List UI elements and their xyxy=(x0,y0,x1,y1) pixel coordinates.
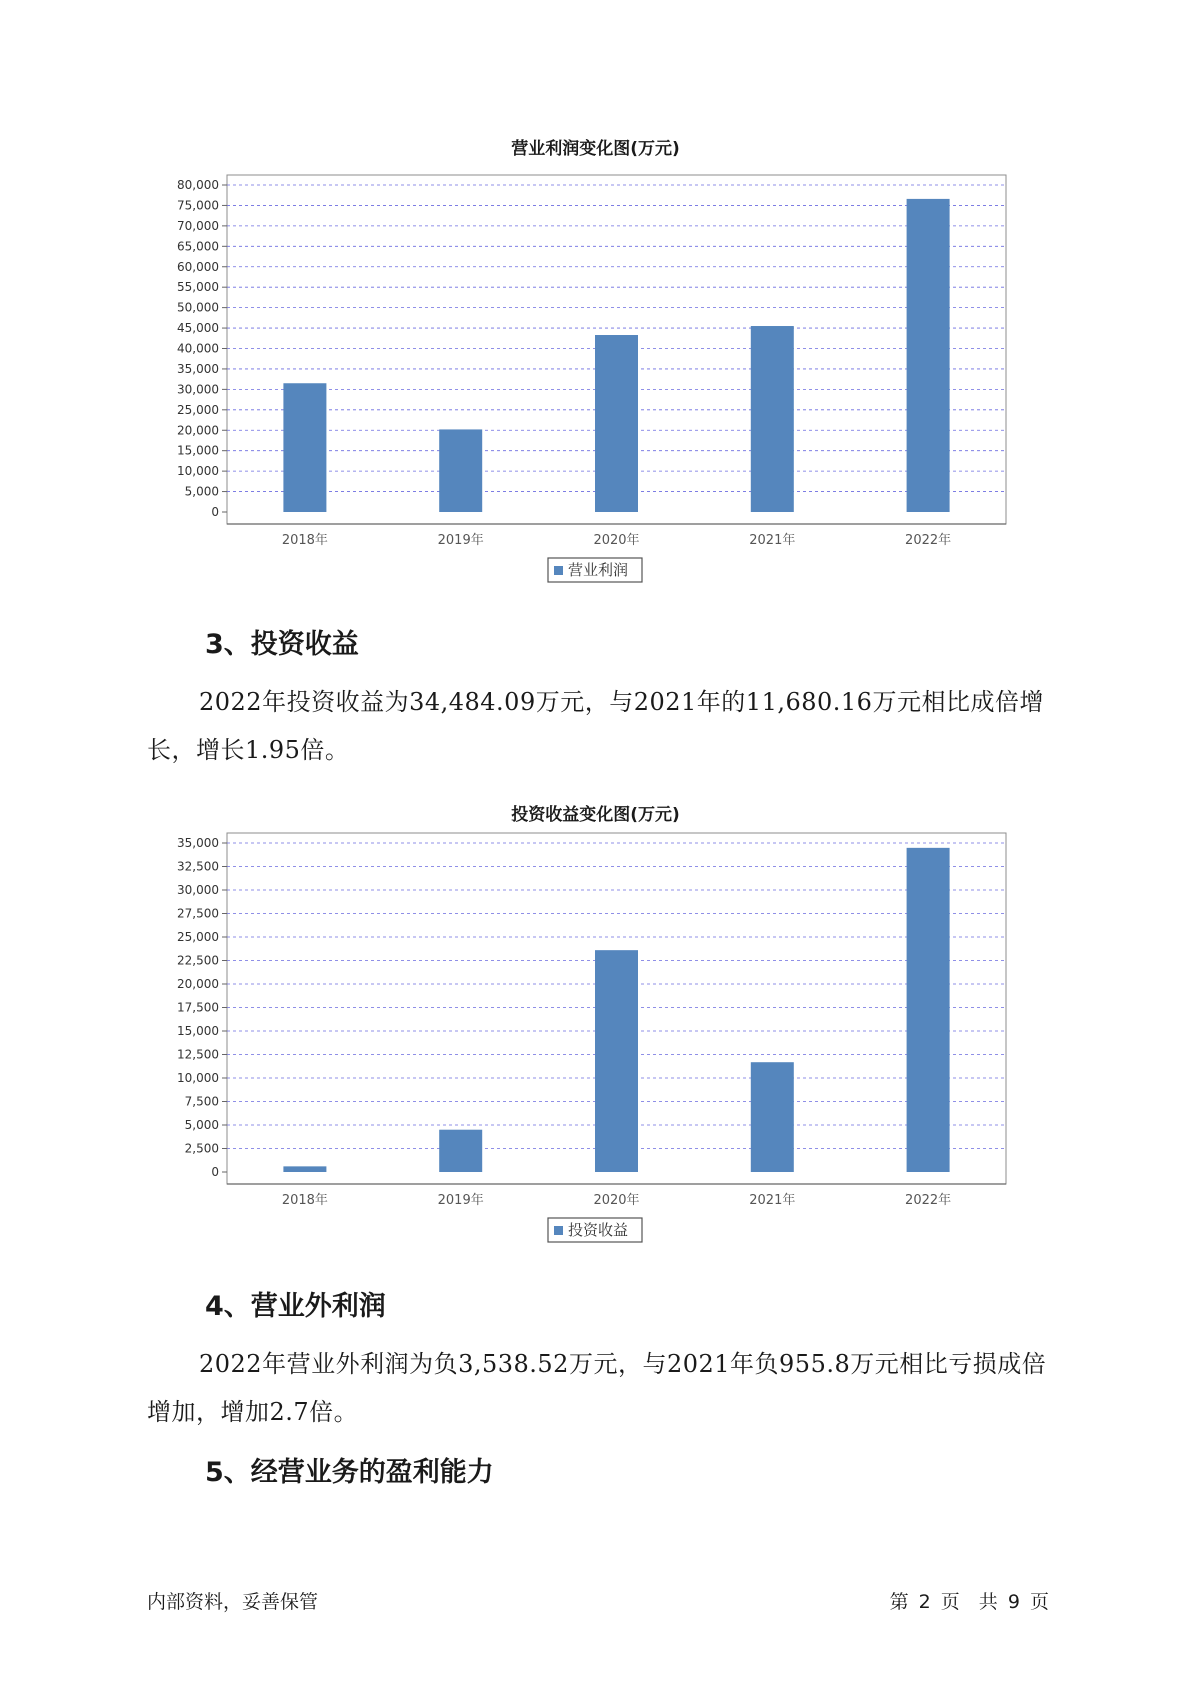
footer-page-number xyxy=(888,1587,1051,1614)
y-tick-label: 55,000 xyxy=(177,280,219,295)
x-tick-label: 2020年 xyxy=(593,1193,640,1208)
bar-2019年 xyxy=(439,1130,482,1172)
x-tick-label: 2019年 xyxy=(437,1193,484,1208)
bar-2018年 xyxy=(283,1166,326,1172)
x-tick-label: 2018年 xyxy=(281,1193,328,1208)
chart-legend xyxy=(548,1218,642,1242)
x-tick-label: 2020年 xyxy=(593,533,640,548)
y-tick-label: 40,000 xyxy=(177,341,219,356)
y-tick-label: 10,000 xyxy=(177,464,219,479)
y-tick-label: 20,000 xyxy=(177,423,219,438)
y-tick-label: 5,000 xyxy=(184,1118,219,1132)
y-tick-label: 10,000 xyxy=(177,1071,219,1085)
y-tick-label: 75,000 xyxy=(177,198,219,213)
x-tick-label: 2022年 xyxy=(905,1193,952,1208)
y-tick-label: 35,000 xyxy=(177,361,219,376)
non-operating-profit-paragraph: 2022年营业外利润为负3,538.52万元，与2021年负955.8万元相比亏损成倍增加，增加2.7倍。 xyxy=(147,1350,1047,1426)
y-tick-label: 17,500 xyxy=(177,1000,219,1015)
x-tick-label: 2021年 xyxy=(749,533,796,548)
page-total: 9 xyxy=(1007,1591,1020,1613)
y-tick-label: 60,000 xyxy=(177,259,219,274)
page-prefix: 第 xyxy=(889,1591,909,1613)
x-tick-label: 2022年 xyxy=(905,533,952,548)
y-tick-label: 25,000 xyxy=(177,930,219,944)
y-tick-label: 12,500 xyxy=(177,1047,219,1062)
bar-2021年 xyxy=(751,1062,794,1172)
legend-label: 营业利润 xyxy=(568,561,629,579)
y-tick-label: 30,000 xyxy=(177,883,219,897)
y-tick-label: 7,500 xyxy=(184,1094,219,1109)
page-current: 2 xyxy=(918,1591,931,1613)
footer-confidential-note: 内部资料，妥善保管 xyxy=(147,1591,319,1613)
chart-1-title: 营业利润变化图(万元) xyxy=(511,139,680,159)
y-tick-label: 2,500 xyxy=(184,1141,219,1156)
legend-label: 投资收益 xyxy=(568,1221,629,1239)
x-tick-label: 2021年 xyxy=(749,1193,796,1208)
y-tick-label: 27,500 xyxy=(177,906,219,921)
page-suffix: 页 xyxy=(1029,1591,1049,1613)
y-tick-label: 32,500 xyxy=(177,859,219,874)
chart-2-title: 投资收益变化图(万元) xyxy=(511,805,680,825)
y-tick-label: 70,000 xyxy=(177,218,219,233)
y-tick-label: 20,000 xyxy=(177,977,219,991)
y-tick-label: 30,000 xyxy=(177,382,219,397)
y-tick-label: 22,500 xyxy=(177,953,219,968)
y-tick-label: 45,000 xyxy=(177,321,219,336)
bar-2020年 xyxy=(595,950,638,1172)
y-tick-label: 15,000 xyxy=(177,1024,219,1038)
x-tick-label: 2019年 xyxy=(437,533,484,548)
y-tick-label: 0 xyxy=(211,505,219,519)
section-heading-non-operating-profit: 4、营业外利润 xyxy=(205,1291,386,1322)
y-tick-label: 35,000 xyxy=(177,836,219,850)
y-tick-label: 25,000 xyxy=(177,402,219,417)
y-tick-label: 50,000 xyxy=(177,300,219,315)
y-tick-label: 80,000 xyxy=(177,178,219,192)
y-tick-label: 15,000 xyxy=(177,443,219,458)
section-heading-investment-income: 3、投资收益 xyxy=(205,629,359,660)
bar-2022年 xyxy=(907,848,950,1172)
x-tick-label: 2018年 xyxy=(281,533,328,548)
page-mid: 页 共 xyxy=(940,1591,998,1613)
y-tick-label: 65,000 xyxy=(177,239,219,254)
section-heading-business-profitability: 5、经营业务的盈利能力 xyxy=(205,1457,494,1488)
investment-income-paragraph: 2022年投资收益为34,484.09万元，与2021年的11,680.16万元相比成倍增长，增长1.95倍。 xyxy=(147,688,1044,764)
legend-swatch xyxy=(554,1226,563,1235)
y-tick-label: 0 xyxy=(211,1165,219,1179)
y-tick-label: 5,000 xyxy=(184,484,219,499)
